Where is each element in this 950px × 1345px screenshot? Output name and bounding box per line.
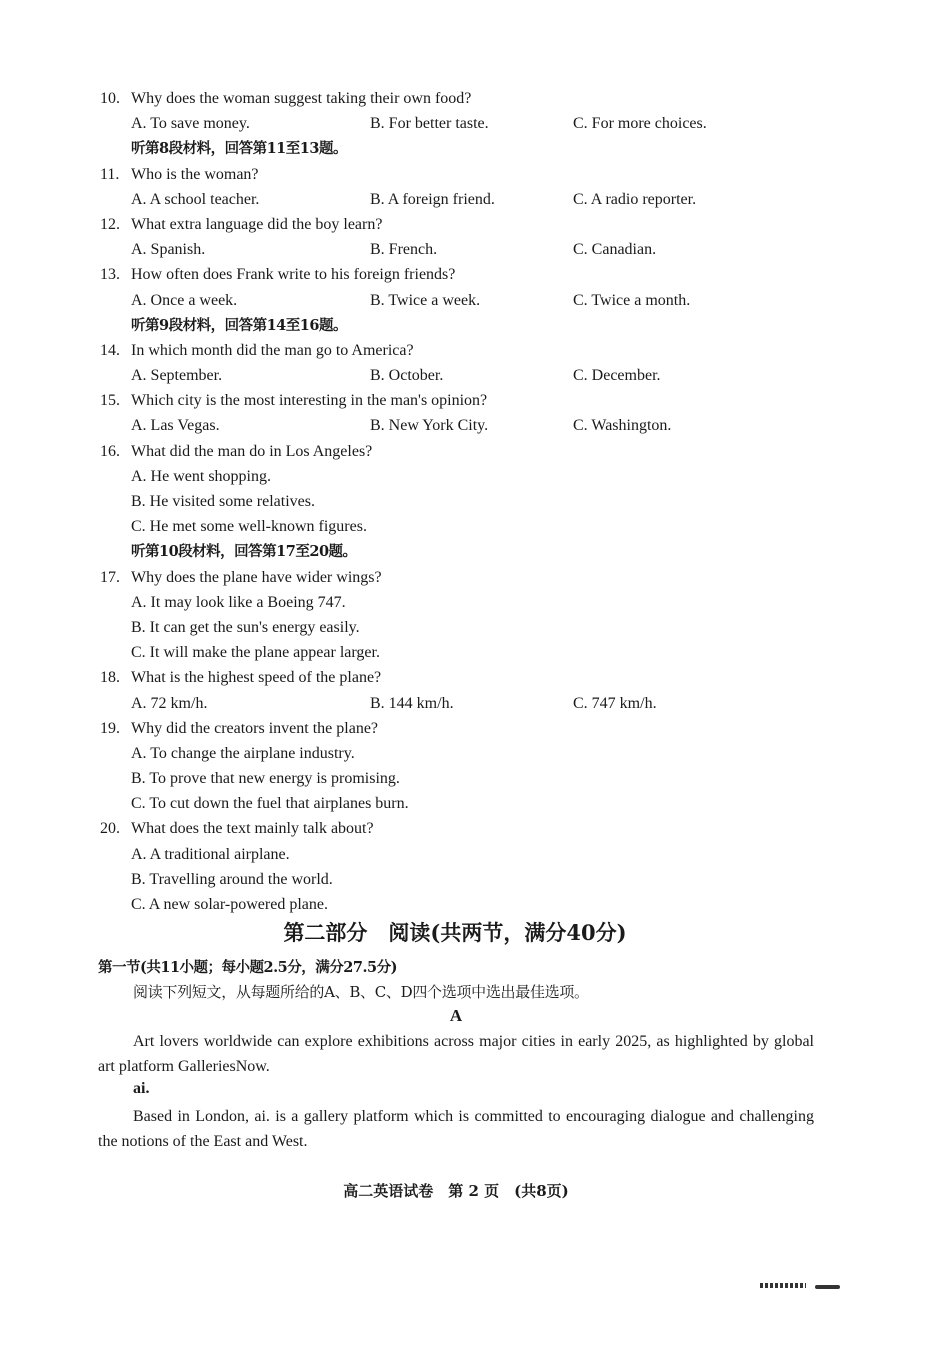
question-number: 15. xyxy=(100,392,120,410)
option-c: C. He met some well-known figures. xyxy=(131,518,367,536)
qr-code-mark xyxy=(760,1283,806,1288)
question-text: What did the man do in Los Angeles? xyxy=(131,442,373,460)
option-a: A. Spanish. xyxy=(131,241,206,259)
question-text: Why did the creators invent the plane? xyxy=(131,719,379,737)
option-b: B. October. xyxy=(370,367,444,385)
option-b: B. He visited some relatives. xyxy=(131,493,315,510)
option-row xyxy=(0,514,950,539)
option-row xyxy=(0,489,950,514)
option-row xyxy=(0,288,950,313)
scan-mark xyxy=(815,1285,840,1289)
section-note xyxy=(0,539,950,564)
question-stem xyxy=(0,816,950,841)
option-a: A. September. xyxy=(131,367,223,385)
question-stem xyxy=(0,716,950,741)
option-c: C. Canadian. xyxy=(573,241,657,259)
option-a: A. Las Vegas. xyxy=(131,417,220,435)
option-b: B. For better taste. xyxy=(370,115,489,133)
section-note-text: 听第8段材料，回答第11至13题。 xyxy=(131,140,347,158)
question-number: 18. xyxy=(100,669,120,687)
question-number: 19. xyxy=(100,719,120,737)
option-row xyxy=(0,867,950,892)
option-b: B. New York City. xyxy=(370,417,489,435)
option-b: B. French. xyxy=(370,241,438,259)
question-number: 16. xyxy=(100,442,120,460)
section-note xyxy=(0,136,950,161)
option-row xyxy=(0,187,950,212)
option-b: B. 144 km/h. xyxy=(370,694,454,712)
question-number: 13. xyxy=(100,266,120,284)
question-number: 12. xyxy=(100,215,120,233)
section-note-text: 听第9段材料，回答第14至16题。 xyxy=(131,316,347,334)
question-text: What does the text mainly talk about? xyxy=(131,820,374,838)
option-row xyxy=(0,413,950,438)
question-text: In which month did the man go to America? xyxy=(131,341,414,359)
option-a: A. To change the airplane industry. xyxy=(131,744,355,762)
question-text: Why does the woman suggest taking their own food? xyxy=(131,90,472,107)
option-row xyxy=(0,363,950,388)
option-c: C. A new solar-powered plane. xyxy=(131,896,328,913)
option-row xyxy=(0,842,950,867)
question-stem xyxy=(0,338,950,363)
option-b: B. Travelling around the world. xyxy=(131,870,333,888)
option-row xyxy=(0,237,950,262)
option-row xyxy=(0,892,950,917)
question-stem xyxy=(0,262,950,287)
option-row xyxy=(0,464,950,489)
option-b: B. A foreign friend. xyxy=(370,190,495,208)
option-a: A. 72 km/h. xyxy=(131,694,208,712)
option-a: A. A traditional airplane. xyxy=(131,845,290,863)
passage-subheading: ai. xyxy=(133,1080,150,1097)
option-b: B. To prove that new energy is promising. xyxy=(131,770,400,788)
question-stem xyxy=(0,162,950,187)
option-a: A. A school teacher. xyxy=(131,190,260,208)
question-text: Why does the plane have wider wings? xyxy=(131,568,382,586)
option-c: C. To cut down the fuel that airplanes burn. xyxy=(131,795,409,813)
option-c: C. Washington. xyxy=(573,417,672,435)
option-a: A. To save money. xyxy=(131,115,250,133)
option-a: A. He went shopping. xyxy=(131,467,271,485)
passage-paragraph: Based in London, ai. is a gallery platform which is committed to encouraging dialogue and challenging the notions of the East and West. xyxy=(98,1108,814,1150)
option-c: C. 747 km/h. xyxy=(573,694,657,712)
section-note xyxy=(0,313,950,338)
question-stem xyxy=(0,212,950,237)
option-c: C. It will make the plane appear larger. xyxy=(131,644,380,662)
section-note-text: 听第10段材料，回答第17至20题。 xyxy=(131,543,357,561)
question-text: What is the highest speed of the plane? xyxy=(131,669,382,687)
option-b: B. It can get the sun's energy easily. xyxy=(131,618,360,636)
option-row xyxy=(0,590,950,615)
question-stem xyxy=(0,439,950,464)
option-row xyxy=(0,691,950,716)
option-row xyxy=(0,766,950,791)
question-text: Which city is the most interesting in the man's opinion? xyxy=(131,392,488,410)
option-c: C. Twice a month. xyxy=(573,291,691,309)
page-footer: 高二英语试卷 第 2 页 (共8页) xyxy=(343,1182,569,1200)
question-stem xyxy=(0,86,950,111)
part-two-heading: 第二部分 阅读(共两节，满分40分) xyxy=(283,920,627,945)
question-text: What extra language did the boy learn? xyxy=(131,215,383,233)
option-b: B. Twice a week. xyxy=(370,291,481,309)
passage-paragraph: Art lovers worldwide can explore exhibitions across major cities in early 2025, as highlighted by global art platform GalleriesNow. xyxy=(98,1033,814,1075)
instructions: 阅读下列短文，从每题所给的A、B、C、D四个选项中选出最佳选项。 xyxy=(133,983,589,1001)
option-c: C. For more choices. xyxy=(573,115,707,133)
listening-questions xyxy=(0,86,950,917)
question-number: 14. xyxy=(100,341,120,359)
option-a: A. Once a week. xyxy=(131,291,238,309)
option-a: A. It may look like a Boeing 747. xyxy=(131,593,346,611)
question-stem xyxy=(0,388,950,413)
option-row xyxy=(0,741,950,766)
question-number: 11. xyxy=(100,165,120,183)
option-row xyxy=(0,791,950,816)
question-number: 10. xyxy=(100,90,120,107)
option-row xyxy=(0,615,950,640)
option-c: C. December. xyxy=(573,367,661,385)
option-row xyxy=(0,111,950,136)
question-stem xyxy=(0,565,950,590)
option-c: C. A radio reporter. xyxy=(573,190,697,208)
passage-label: A xyxy=(449,1006,463,1025)
question-text: Who is the woman? xyxy=(131,165,259,183)
question-number: 20. xyxy=(100,820,120,838)
question-stem xyxy=(0,665,950,690)
section-one-heading: 第一节(共11小题；每小题2.5分，满分27.5分) xyxy=(98,959,397,976)
question-number: 17. xyxy=(100,568,120,586)
option-row xyxy=(0,640,950,665)
question-text: How often does Frank write to his foreign friends? xyxy=(131,266,456,284)
